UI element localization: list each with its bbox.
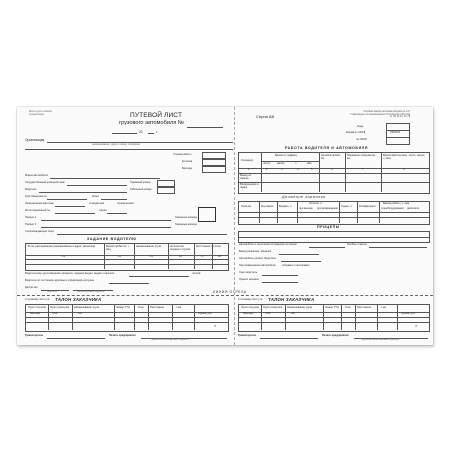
task-col-cargo: Наименование груза: [136, 245, 161, 248]
work-col-zero-run: Нулевой пробег, км: [321, 154, 341, 160]
coupon-2-footer-right: подпись расшифровка подписи: [361, 338, 399, 341]
plate-line: [67, 185, 127, 186]
work-col-speedometer: Показание спидометра, км: [347, 154, 376, 160]
okud-value: 0345004: [390, 130, 401, 134]
field-dispatcher: Диспетчер: [25, 286, 38, 289]
stamp-note: Место для штампа организации: [29, 110, 52, 116]
task-col-arrival: Время прибытия, ч. мин.: [106, 245, 130, 251]
work-num-3: 3: [281, 168, 283, 171]
coupon-2-footer-mid: Печать предприятия: [322, 334, 349, 337]
work-col-actual-time: Время фактическое, число, месяц, ч, мин.: [383, 154, 426, 160]
hint-series: Серия: [99, 209, 107, 212]
c1-cross-mark: ×: [214, 323, 217, 328]
work-num-2: 2: [266, 168, 268, 171]
c2-col-1: Пункт разгрузки: [263, 306, 283, 309]
garage-numbers-box: [198, 207, 216, 222]
c1-col-2: Наименование груза: [74, 306, 99, 309]
trailers-heading: ПРИЦЕПЫ: [317, 225, 340, 229]
c1-col-1: Пункт разгрузки: [50, 306, 70, 309]
trailer-1-line: [41, 220, 171, 221]
c1-code-5: Сумма, руб: [198, 312, 212, 315]
work-row-return: Возвращение в гараж: [240, 183, 259, 189]
field-special-marks: Особые отметки: [347, 243, 367, 246]
hint-garage-number: Гаражный номер: [130, 181, 151, 184]
fuel-sub-return: при возвращении: [317, 207, 339, 210]
coupon-2-table: [238, 304, 430, 332]
coupon-1-table: [25, 304, 229, 332]
field-brigade: Бригада: [182, 167, 192, 170]
c1-code-0: Бригада: [30, 312, 40, 315]
work-hline-3: [239, 182, 429, 183]
license-line: [47, 199, 87, 200]
work-sub-day: число: [263, 162, 271, 165]
coupon-1-label: К путевому листу №: [25, 298, 50, 301]
field-license-check: Водительское удостоверение проверил, задание выдал, выдать горючего: [25, 272, 115, 275]
work-num-6: 6: [331, 168, 333, 171]
series-line: [107, 213, 127, 214]
task-num-16: 16: [179, 255, 182, 258]
organization-hint: наименование, адрес, номер телефона: [92, 143, 140, 146]
work-hline-2: [239, 173, 429, 174]
coupon-1-footer-right: подпись расшифровка подписи: [151, 338, 189, 341]
field-car-brand: Марка автомобиля: [25, 174, 48, 177]
task-num-14: 14: [118, 255, 121, 258]
c2-cross-mark: ×: [415, 323, 418, 328]
driver-task-table: [25, 243, 229, 271]
page-subtitle: грузового автомобиля №: [119, 120, 184, 126]
c1-hline-2: [26, 317, 228, 318]
work-sub-month: месяц: [277, 162, 285, 165]
task-col-tons: Тонн: [215, 245, 221, 248]
work-country-box: [202, 152, 226, 159]
field-trailer-2: Прицеп 2: [25, 223, 37, 226]
field-driver: Водитель: [25, 188, 37, 191]
car-brand-line: [50, 178, 160, 179]
fuel-sub-engine: двигателя: [407, 207, 420, 210]
hint-class: Класс: [92, 195, 100, 198]
series-label: Серия АВ: [256, 114, 275, 119]
work-table: [238, 152, 430, 194]
accepted-mechanic-line: [262, 282, 298, 283]
fuel-col-issued: Выдано, л: [279, 205, 292, 208]
fuel-col-fuel: Горючее: [241, 205, 252, 208]
task-num-17: 17: [201, 255, 204, 258]
field-work-country: Страна работы: [173, 153, 192, 156]
c1-code-4: АН: [78, 312, 82, 315]
c2-col-6: т-км: [381, 306, 386, 309]
special-marks-line: [369, 247, 427, 248]
page-title: ПУТЕВОЙ ЛИСТ: [130, 112, 183, 119]
health-line: [109, 283, 149, 284]
c2-code-0: Бригада: [243, 312, 253, 315]
cut-label: ЛИНИЯ ОТРЕЗА: [213, 290, 247, 294]
coupon-2-title: ТАЛОН ЗАКАЗЧИКА: [268, 297, 315, 302]
work-sub-hour: ч: [295, 162, 297, 165]
car-accepted-line: [281, 261, 321, 262]
work-num-7: 7: [362, 168, 364, 171]
c2-col-2: Наименование груза: [287, 306, 312, 309]
tab-number-box: [157, 187, 175, 194]
fuel-col-worktime: Время работы, ч. мин.: [383, 202, 410, 205]
coupon-1-title: ТАЛОН ЗАКАЗЧИКА: [55, 297, 102, 302]
task-num-13: 13: [62, 255, 65, 258]
companions-line: [57, 234, 227, 235]
work-num-8: 8: [403, 168, 405, 171]
work-col-schedule: Время по графику: [275, 154, 297, 157]
garage-number-box: [157, 180, 175, 187]
coupon-2-footer-left: Транспортное: [238, 334, 257, 337]
year-line: [148, 133, 154, 134]
field-trailer-1: Прицеп 1: [25, 216, 37, 219]
condition-line: [309, 247, 345, 248]
trailers-table: [238, 231, 430, 243]
c2-hline-2: [239, 317, 429, 318]
waybill-form: [17, 107, 433, 345]
c1-col-0: Пункт погрузки: [28, 306, 46, 309]
c1-col-6: т-км: [176, 306, 181, 309]
work-col-operation: Операция: [241, 159, 254, 162]
hint-standard: стандартная: [89, 202, 105, 205]
okud-label: Форма по ОКУД: [346, 131, 366, 134]
task-vline-1: [104, 244, 105, 269]
c1-footer-line-1: [47, 338, 105, 339]
hint-liters: литров: [192, 272, 201, 275]
year-letter: г.: [156, 129, 158, 134]
license-card-line: [55, 206, 85, 207]
fuel-col-handed: Сдано, л: [341, 205, 352, 208]
hint-tab-number: Табельный номер: [130, 188, 152, 191]
field-car-accepted: Автомобиль принял. Водитель: [239, 257, 276, 260]
task-vline-4: [194, 244, 195, 269]
field-license-card: Лицензионная карточка: [25, 202, 54, 205]
c1-col-5: Расстояние: [150, 306, 165, 309]
coupon-1-footer-left: Транспортное: [25, 334, 44, 337]
c2-hline-3: [239, 322, 429, 323]
garage-numbers-1: Гаражные номера: [175, 216, 197, 219]
trailer-hline: [239, 237, 429, 238]
task-col-distance: Расстояние, км: [196, 245, 215, 248]
task-vline-2: [134, 244, 135, 269]
task-hline-2: [26, 259, 228, 260]
fuel-hline-2: [239, 217, 429, 218]
c2-col-0: Пункт погрузки: [241, 306, 259, 309]
trailer-row-condition: Автомобиль в технически исправном состоянии: [239, 243, 297, 246]
c2-code-4: АН: [291, 312, 295, 315]
c1-hline-3: [26, 322, 228, 323]
fuel-hline-1: [239, 212, 429, 213]
form-reference: Типовая межотраслевая форма № 4-П Утверждена постановлением Госкомстата России от 28.11.97 № 78: [350, 110, 411, 119]
task-vline-3: [168, 244, 169, 269]
okpo-box: [386, 137, 410, 145]
exit-allowed-line: [279, 254, 319, 255]
c2-footer-line-1: [260, 338, 318, 339]
c2-code-5: Сумма, руб: [401, 312, 415, 315]
handed-driver-line: [262, 275, 298, 276]
field-column: Колонна: [182, 160, 193, 163]
codes-label: Коды: [357, 125, 364, 128]
fuel-table: [238, 201, 430, 225]
fuel-sub-exit: при выезде: [299, 207, 313, 210]
field-accepted-mechanic: Принял механик: [239, 278, 259, 281]
organization-line: [47, 142, 233, 143]
field-exit-allowed: Выезд разрешен. Механик: [239, 250, 271, 253]
work-section-heading: РАБОТА ВОДИТЕЛЯ И АВТОМОБИЛЯ: [285, 146, 369, 150]
task-hline-3: [26, 264, 228, 265]
field-handed-driver: Сдал водитель: [239, 271, 258, 274]
hint-signature-decode: расшифровка подписи: [77, 289, 105, 293]
task-col-customer: В чье распоряжение (наименование и адрес заказчика): [28, 245, 96, 248]
work-row-exit: Выезд из гаража: [240, 174, 251, 180]
work-num-4: 4: [297, 168, 299, 171]
field-companions: Сопровождающие лица: [25, 230, 54, 233]
task-col-trips: Количество поездок с грузом: [170, 245, 191, 251]
license-check-line: [129, 276, 189, 277]
driver-line: [39, 192, 127, 193]
cut-line: [17, 295, 433, 296]
field-serviceable: исправен / неисправен: [282, 264, 310, 267]
work-num-1: 1: [248, 168, 250, 171]
c2-col-4: Тонн: [345, 306, 351, 309]
c1-col-4: Тонн: [138, 306, 144, 309]
c2-col-5: Расстояние: [357, 306, 372, 309]
hint-limited: ограниченная: [117, 202, 134, 205]
reg-number-line: [55, 213, 95, 214]
half-divider: [234, 107, 235, 345]
driver-task-heading: ЗАДАНИЕ ВОДИТЕЛЮ: [87, 237, 137, 241]
work-sub-min: мин: [307, 162, 312, 165]
fuel-sub-equipment: спецоборудования: [381, 207, 404, 210]
fuel-section-heading: Движение горючего: [282, 195, 326, 199]
work-num-5: 5: [311, 168, 313, 171]
brigade-box: [202, 166, 226, 173]
hint-signature: подпись: [47, 289, 57, 293]
c1-code-3: ГСМ: [52, 312, 58, 315]
date-line: [112, 133, 137, 134]
c2-col-3: Номер ТТН: [325, 306, 339, 309]
fuel-col-remain: Остаток, л: [309, 202, 322, 205]
okpo-label: по ОКПО: [356, 138, 367, 141]
task-num-18: 18: [218, 255, 221, 258]
organization-line-2: [25, 149, 233, 150]
garage-numbers-2: Гаражные номера: [175, 223, 197, 226]
field-health: Водитель по состоянию здоровья к управлению допущен: [25, 279, 95, 282]
year-prefix: 20: [139, 129, 143, 134]
c1-col-3: Номер ТТН: [116, 306, 130, 309]
field-reg-number: Регистрационный №: [25, 209, 50, 212]
waybill-number-line: [187, 127, 223, 128]
column-box: [202, 159, 226, 166]
coupon-2-label: К путевому листу №: [238, 298, 263, 301]
work-hline-1: [239, 168, 429, 169]
c2-code-3: ГСМ: [265, 312, 271, 315]
task-hline-1: [26, 255, 228, 256]
class-line: [101, 199, 127, 200]
field-license: Удостоверение №: [25, 195, 47, 198]
fuel-col-coef: Коэффициент: [359, 205, 376, 208]
coupon-1-footer-mid: Печать предприятия: [109, 334, 136, 337]
task-vline-5: [212, 244, 213, 269]
field-plate: Государственный номерной знак: [25, 181, 65, 184]
trailer-2-line: [41, 227, 171, 228]
organization-label: Организация: [25, 138, 45, 142]
field-on-return: При возвращении автомобиль: [239, 264, 276, 267]
fuel-col-code: Код марки: [261, 205, 274, 208]
task-num-15: 15: [150, 255, 153, 258]
